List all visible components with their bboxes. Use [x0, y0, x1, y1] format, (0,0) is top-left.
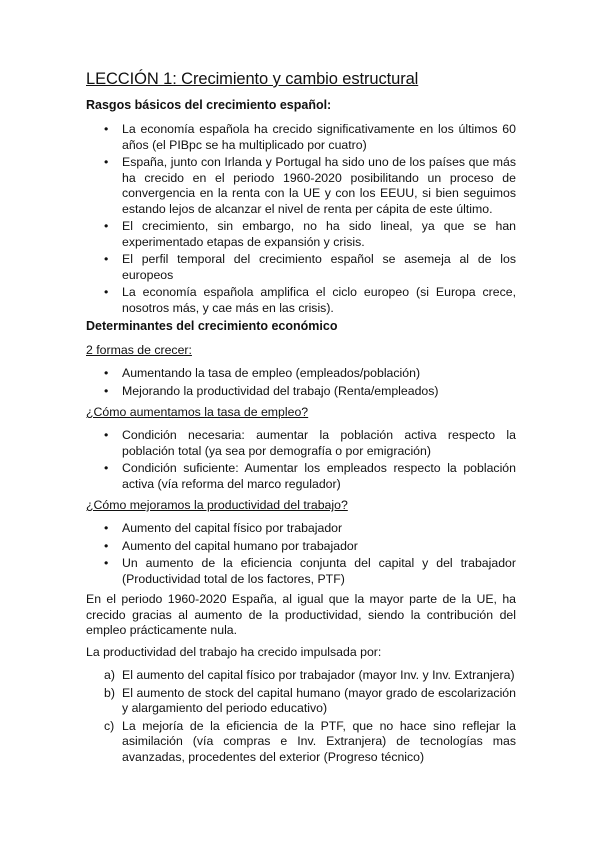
list-item [86, 686, 516, 717]
list-marker: b) [104, 685, 115, 700]
list-item: • El crecimiento, sin embargo, no ha sido lineal, ya que se han experimentado etapas de expansión y crisis. [86, 219, 516, 250]
lettered-list [86, 668, 516, 767]
section-heading-rasgos: Rasgos básicos del crecimiento español: [86, 98, 332, 112]
list-item: • España, junto con Irlanda y Portugal ha sido uno de los países que más ha crecido en el periodo 1960-2020 posibilitando un proceso de convergencia en la renta con la UE y con los EEUU, si bien seguimos estando lejos de alcanzar el nivel de renta per cápita de este último. [86, 155, 516, 217]
list-item: • Aumento del capital humano por trabajador [86, 539, 516, 555]
list-item: • Aumento del capital físico por trabajador [86, 521, 516, 537]
list-item: • Condición necesaria: aumentar la población activa respecto la población total (ya sea por demografía o por emigración) [86, 428, 516, 459]
list-item: • Condición suficiente: Aumentar los empleados respecto la población activa (vía reforma del marco regulador) [86, 461, 516, 492]
subheading-formas: 2 formas de crecer: [86, 343, 192, 357]
list-item [86, 719, 516, 766]
rasgos-bullet-list [86, 122, 516, 318]
page-title: LECCIÓN 1: Crecimiento y cambio estructural [86, 70, 419, 88]
list-item: • La economía española amplifica el ciclo europeo (si Europa crece, nosotros más, y cae más en las crisis). [86, 285, 516, 316]
list-item: • Aumentando la tasa de empleo (empleados/población) [86, 366, 516, 382]
list-item-text: El aumento de stock del capital humano (mayor grado de escolarización y alargamiento del periodo educativo) [122, 685, 516, 715]
list-item [86, 668, 516, 684]
list-item-text: El aumento del capital físico por trabajador (mayor Inv. y Inv. Extranjera) [122, 668, 515, 682]
list-marker: c) [104, 718, 115, 733]
list-item: • La economía española ha crecido significativamente en los últimos 60 años (el PIBpc se ha multiplicado por cuatro) [86, 122, 516, 153]
subheading-empleo: ¿Cómo aumentamos la tasa de empleo? [86, 405, 309, 419]
paragraph-periodo: En el periodo 1960-2020 España, al igual que la mayor parte de la UE, ha crecido gracias al aumento de la productividad, siendo la contribución del empleo prácticamente nula. [86, 592, 516, 637]
productividad-bullet-list [86, 521, 516, 589]
paragraph-productividad: La productividad del trabajo ha crecido impulsada por: [86, 645, 382, 659]
list-item: • El perfil temporal del crecimiento español se asemeja al de los europeos [86, 252, 516, 283]
list-item: • Mejorando la productividad del trabajo (Renta/empleados) [86, 384, 516, 400]
list-marker: a) [104, 668, 115, 682]
subheading-productividad: ¿Cómo mejoramos la productividad del trabajo? [86, 498, 348, 512]
section-heading-determinantes: Determinantes del crecimiento económico [86, 319, 338, 333]
formas-bullet-list [86, 366, 516, 401]
list-item-text: La mejoría de la eficiencia de la PTF, que no hace sino reflejar la asimilación (vía compras e Inv. Extranjera) de tecnologías mas avanzadas, procedentes del exterior (Progreso técnico) [122, 718, 516, 764]
list-item: • Un aumento de la eficiencia conjunta del capital y del trabajador (Productividad total de los factores, PTF) [86, 556, 516, 587]
empleo-bullet-list [86, 428, 516, 494]
